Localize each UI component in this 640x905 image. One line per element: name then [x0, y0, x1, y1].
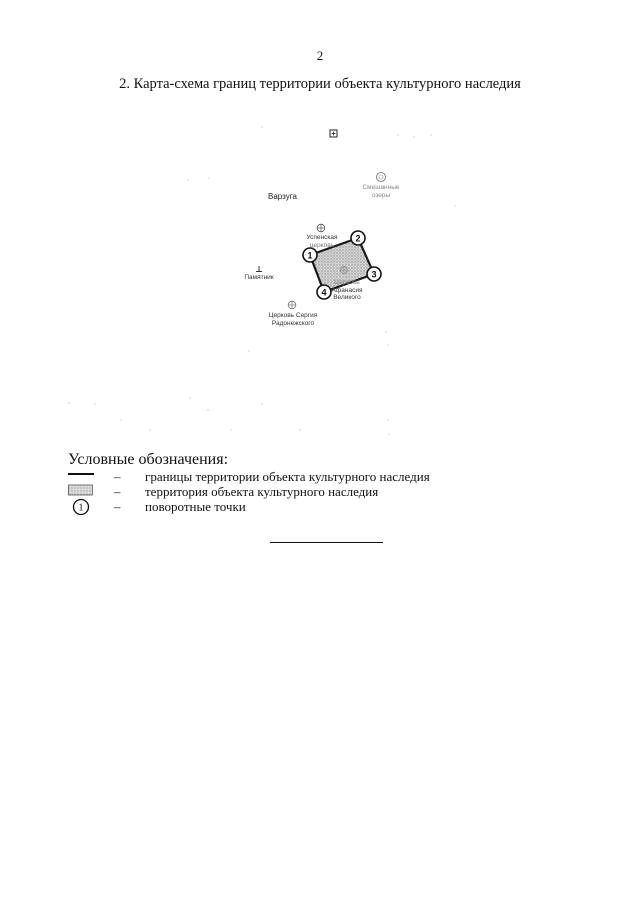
legend-dash: – — [114, 484, 121, 499]
lake-icon — [377, 173, 386, 182]
label-uspenskaya-line1: Успенская — [306, 234, 338, 241]
page-title: 2. Карта-схема границ территории объекта культурного наследия — [119, 76, 521, 92]
turning-point-symbol-label: 1 — [78, 502, 84, 514]
boundary-line-icon — [68, 469, 94, 483]
label-monument: Памятник — [244, 274, 274, 281]
label-sergia-church — [260, 312, 326, 327]
label-afanasia-line2: Афанасия — [331, 286, 363, 294]
territory-fill-icon — [68, 484, 94, 498]
label-sergia-line2: Радонежского — [271, 319, 315, 327]
label-lakes-line2: озеры — [371, 191, 391, 199]
label-varzuga: Варзуга — [268, 192, 297, 201]
legend-item-territory — [68, 484, 488, 500]
north-marker-icon — [330, 130, 337, 137]
legend-title: Условные обозначения: — [68, 451, 229, 468]
label-afanasia-church — [327, 279, 367, 302]
legend-text-boundary: границы территории объекта культурного наследия — [145, 469, 430, 484]
label-uspenskaya-line2: церковь — [309, 241, 335, 249]
afanasia-church-icon — [341, 267, 348, 274]
label-afanasia-line1: Церковь — [334, 279, 360, 286]
turning-point-2 — [351, 231, 365, 245]
label-uspenskaya-church — [302, 234, 342, 249]
label-lakes — [358, 184, 404, 199]
turning-point-1 — [303, 248, 317, 262]
label-lakes-line1: Смешанные — [362, 184, 400, 191]
turning-point-3-label: 3 — [371, 269, 377, 280]
legend-text-turning-points: поворотные точки — [145, 499, 246, 514]
legend-dash: – — [114, 499, 121, 514]
turning-point-2-label: 2 — [355, 233, 361, 244]
uspenskaya-church-icon — [317, 224, 325, 232]
sergia-church-icon — [288, 301, 296, 309]
legend-dash: – — [114, 469, 121, 484]
turning-point-4-label: 4 — [321, 287, 327, 298]
label-sergia-line1: Церковь Сергия — [268, 312, 318, 319]
closing-rule — [270, 542, 383, 543]
monument-icon — [256, 266, 262, 272]
page-number: 2 — [316, 48, 324, 63]
turning-point-1-label: 1 — [307, 250, 313, 261]
turning-point-3 — [367, 267, 381, 281]
legend-item-turning-points — [68, 499, 488, 515]
legend-item-boundary — [68, 469, 488, 485]
legend-text-territory: территория объекта культурного наследия — [145, 484, 379, 499]
label-afanasia-line3: Великого — [333, 294, 361, 301]
turning-point-symbol-icon — [72, 498, 98, 516]
